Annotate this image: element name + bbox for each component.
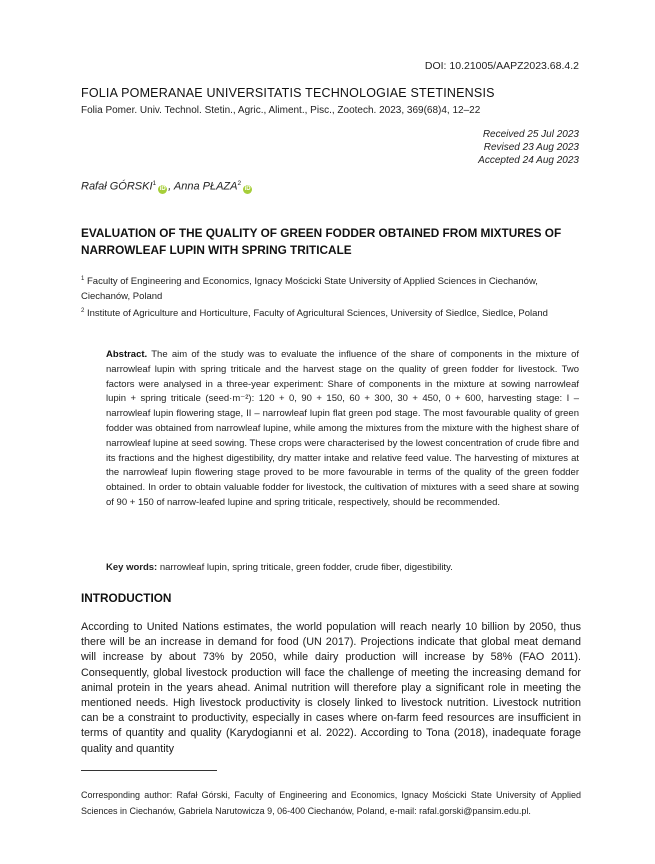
revised-date: Revised 23 Aug 2023: [483, 142, 579, 153]
author-name: Rafał GÓRSKI: [81, 180, 153, 193]
affiliation-item: $^1$ Faculty of Engineering and Economics, Ignacy Mościcki State University of Applied Sciences in Ciechanów, Ciechanów, Poland: [81, 276, 538, 303]
orcid-icon[interactable]: iD: [159, 185, 166, 192]
article-title: EVALUATION OF THE QUALITY OF GREEN FODDER OBTAINED FROM MIXTURES OF NARROWLEAF LUPIN WITH SPRING TRITICALE: [81, 226, 562, 257]
accepted-date: Accepted 24 Aug 2023: [478, 155, 579, 166]
affiliations: [81, 272, 581, 321]
introduction-text: According to United Nations estimates, the world population will reach nearly 10 billion by 2050, thus there will be an increase in demand for food (UN 2017). Projections indicate that global meat demand will increase by about 73% by 2050, while dairy production will increase by 58% (FAO 2011). Consequently, global livestock production will face the challenge of meeting the increasing demand for animal protein in the years ahead. Animal nutrition will therefore play a significant role in meeting the mentioned needs. High livestock productivity is closely linked to livestock nutrition. Livestock nutrition can be a constraint to productivity, especially in cases where on-farm feed resources are insufficient in terms of quantity and quality (Karydogianni et al. 2022). According to Tona (2018), inadequate forage quality and quantity: [81, 621, 581, 755]
author-affiliation-mark: 1: [152, 180, 157, 187]
article-dates: [478, 128, 579, 167]
author-list: [81, 180, 253, 194]
keywords: [106, 562, 579, 573]
journal-name: FOLIA POMERANAE UNIVERSITATIS TECHNOLOGIAE STETINENSIS: [81, 86, 495, 100]
received-date: Received 25 Jul 2023: [482, 129, 579, 140]
abstract: [106, 348, 579, 511]
journal-citation: Folia Pomer. Univ. Technol. Stetin., Agric., Aliment., Pisc., Zootech. 2023, 369(68)4, 12–22: [81, 105, 481, 116]
keywords-label: Key words:: [106, 562, 158, 573]
author-name: Anna PŁAZA: [173, 180, 238, 193]
affiliation-item: $^2$ Institute of Agriculture and Horticulture, Faculty of Agricultural Sciences, University of Siedlce, Siedlce, Poland: [81, 308, 548, 320]
footnote-divider: [81, 770, 217, 771]
doi: DOI: 10.21005/AAPZ2023.68.4.2: [424, 60, 579, 72]
abstract-text: The aim of the study was to evaluate the influence of the share of components in the mixture of narrowleaf lupin with spring triticale and the harvest stage on the quality of green fodder for livestock. Two factors were analysed in a three-year experiment: Share of components in the mixture at sowing narrowleaf lupin + spring triticale (seed·m⁻²): 120 + 0, 90 + 150, 60 + 300, 30 + 450, 0 + 600, harvesting stage: I – narrowleaf lupin flowering stage, II – narrowleaf lupin flat green pod stage. The most favourable quality of green fodder was obtained from narrowleaf lupine, while among the mixtures from the mixture with the highest share of narrowleaf lupine at seed sowing. These crops were characterised by the lowest concentration of crude fibre and its fractions and the highest digestibility, dry matter intake and relative feed value. The harvesting of mixtures at the narrowleaf lupin flowering stage proved to be more favourable in terms of the quality of the green fodder obtained. In order to obtain valuable fodder for livestock, the cultivation of mixtures with a seed share at sowing of 90 + 150 of narrow-leafed lupine and spring triticale, respectively, should be recommended.: [106, 349, 579, 508]
section-heading-introduction: INTRODUCTION: [81, 591, 172, 605]
author-separator: ,: [168, 180, 174, 193]
keywords-text: narrowleaf lupin, spring triticale, green fodder, crude fiber, digestibility.: [157, 562, 453, 573]
abstract-label: Abstract.: [106, 349, 148, 360]
orcid-icon[interactable]: iD: [244, 185, 251, 192]
author-affiliation-mark: 2: [237, 180, 242, 187]
corresponding-author-footnote: Corresponding author: Rafał Górski, Faculty of Engineering and Economics, Ignacy Mościcki State University of Applied Sciences in Ciechanów, Gabriela Narutowicza 9, 06-400 Ciechanów, Poland, e-mail: rafal.gorski@pansim.edu.pl.: [81, 790, 581, 816]
